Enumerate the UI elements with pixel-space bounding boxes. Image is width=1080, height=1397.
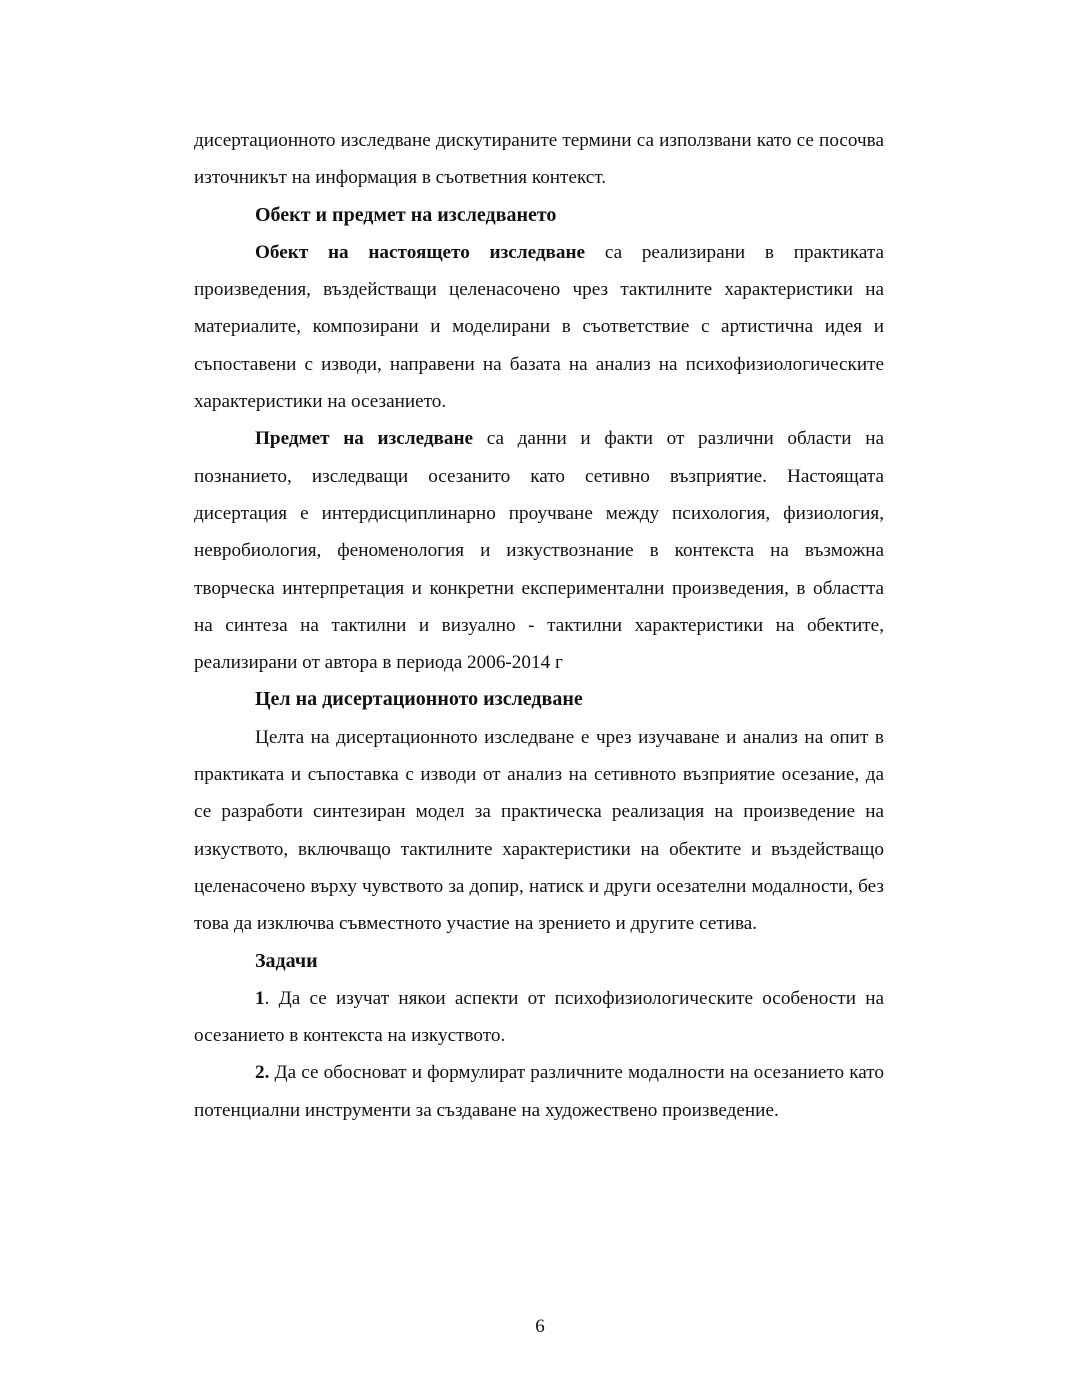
task-text-1: . Да се изучат някои аспекти от психофизиологическите особености на осезанието в контекста на изкуството. — [194, 987, 884, 1047]
task-item-2 — [194, 1054, 884, 1129]
paragraph-subject-lead: Предмет на изследване — [255, 428, 474, 450]
task-number-1: 1 — [255, 987, 265, 1009]
task-item-1 — [194, 980, 884, 1055]
page-number: 6 — [535, 1316, 545, 1337]
paragraph-object-lead: Обект на настоящето изследване — [255, 241, 586, 263]
paragraph-intro: дисертационното изследване дискутираните термини са използвани като се посочва източникът на информация в съответния контекст. — [194, 130, 884, 189]
heading-goal: Цел на дисертационното изследване — [255, 688, 583, 711]
paragraph-object-text: са реализирани в практиката произведения, въздействащи целенасочено чрез тактилните характеристики на материалите, композирани и моделирани в съответствие с артистична идея и съпоставени с изводи, направени на базата на анализ на психофизиологическите характеристики на осезанието. — [194, 241, 885, 413]
paragraph-subject-text: са данни и факти от различни области на познанието, изследващи осезанито като сетивно възприятие. Настоящата дисертация е интердисциплинарно проучване между психология, физиология, невробиология, феноменология и изкуствознание в контекста на възможна творческа интерпретация и конкретни експериментални произведения, в областта на синтеза на тактилни и визуално - тактилни характеристики на обектите, реализирани от автора в периода 2006-2014 г — [194, 428, 884, 674]
paragraph-goal: Целта на дисертационното изследване е чрез изучаване и анализ на опит в практиката и съпоставка с изводи от анализ на сетивното възприятие осезание, да се разработи синтезиран модел за практическа реализация на произведение на изкуството, включващо тактилните характеристики на обектите и въздействащо целенасочено върху чувството за допир, натиск и други осезателни модалности, без това да изключва съвместното участие на зрението и другите сетива. — [194, 726, 884, 935]
page-body — [194, 122, 884, 1129]
heading-object-subject: Обект и предмет на изследването — [255, 203, 557, 226]
task-number-2: 2. — [255, 1062, 270, 1084]
task-text-2: Да се обосноват и формулират различните модалности на осезанието като потенциални инструменти за създаване на художествено произведение. — [194, 1062, 884, 1121]
paragraph-subject — [194, 420, 884, 681]
heading-tasks: Задачи — [255, 949, 318, 972]
paragraph-object — [194, 234, 884, 420]
